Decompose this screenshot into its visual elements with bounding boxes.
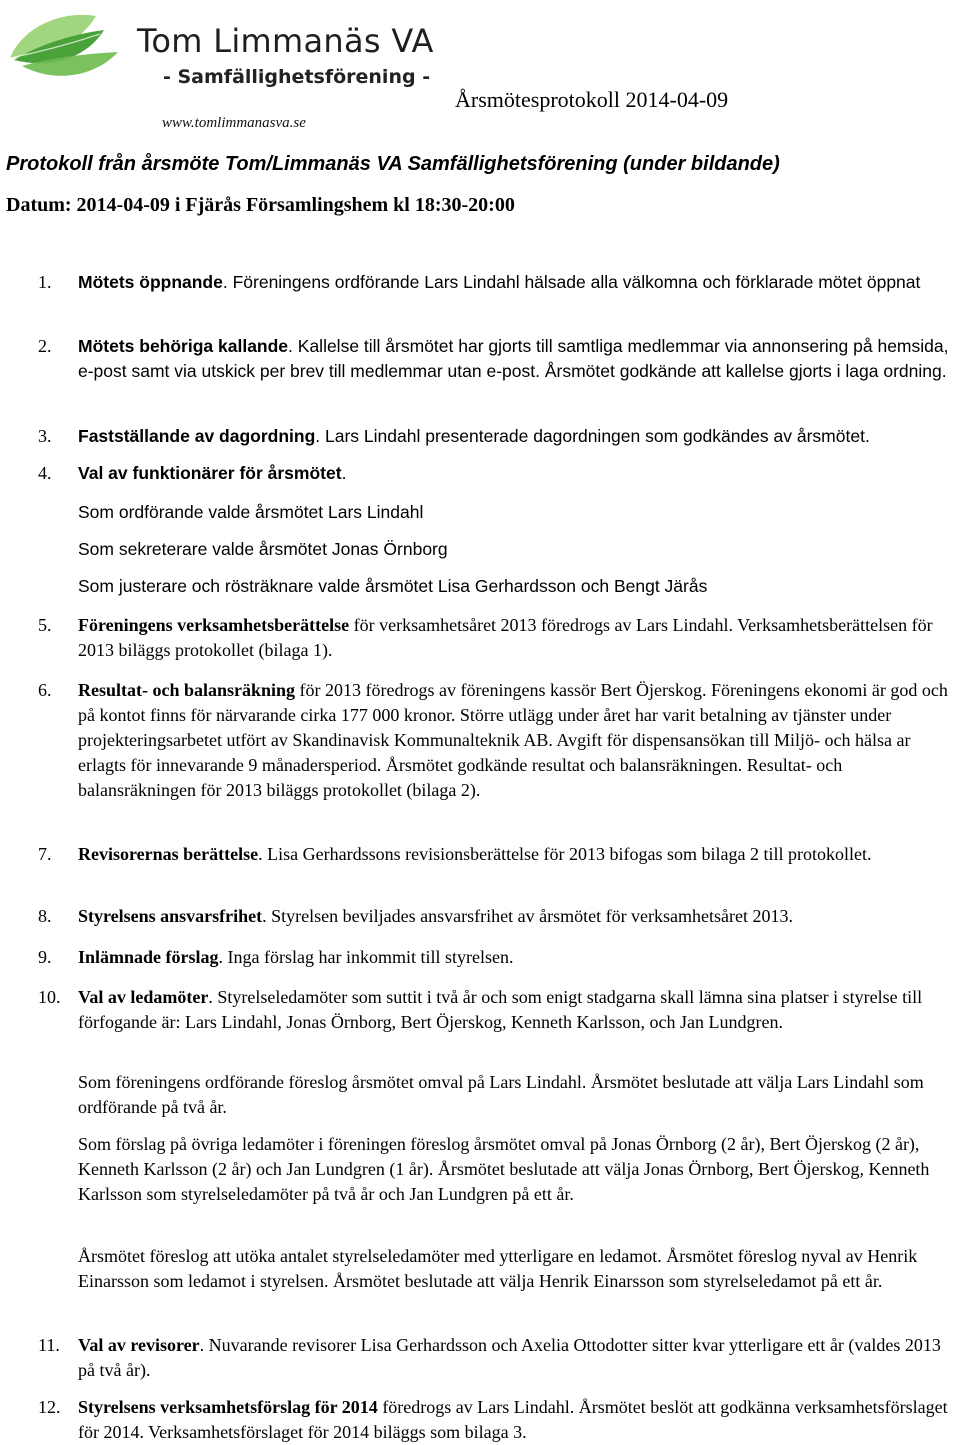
item-number: 2. [38, 336, 52, 356]
item-10-para-3: Årsmötet föreslog att utöka antalet styrelseledamöter med ytterligare en ledamot. Årsmötet föreslog nyval av Henrik Einarsson som ledamot i styrelsen. Årsmötet beslutade att välja Henrik Einarsson som styrelseledamot på ett år. [78, 1246, 918, 1291]
item-text: . Styrelseledamöter som suttit i två år och som enigt stadgarna skall lämna sina platser i styrelse till förfogande är: Lars Lindahl, Jonas Örnborg, Bert Öjerskog, Kenneth Karlsson, och Jan Lundgren. [78, 987, 923, 1032]
item-title: Mötets behöriga kallande [78, 336, 289, 356]
logo-title: Tom Limmanäs VA [137, 22, 434, 60]
item-10-para-1: Som föreningens ordförande föreslog årsmötet omval på Lars Lindahl. Årsmötet beslutade att välja Lars Lindahl som ordförande på två år. [78, 1072, 924, 1117]
item-number: 6. [38, 680, 52, 700]
document-title: Årsmötesprotokoll 2014-04-09 [455, 87, 729, 112]
item-text: . Lisa Gerhardssons revisionsberättelse för 2013 bifogas som bilaga 2 till protokollet. [258, 844, 872, 864]
item-text: . Kallelse till årsmötet har gjorts till samtliga medlemmar via annonsering på hemsida, e-post samt via utskick per brev till medlemmar utan e-post. Årsmötet godkände att kallelse gjorts i laga ordning. [78, 336, 949, 381]
item-title: Val av ledamöter [78, 987, 209, 1007]
item-text: . Styrelsen beviljades ansvarsfrihet av årsmötet för verksamhetsåret 2013. [262, 906, 794, 926]
item-number: 1. [38, 272, 52, 292]
item-number: 10. [38, 987, 61, 1007]
item-text: föredrogs av Lars Lindahl. Årsmötet beslöt att godkänna verksamhetsförslaget för 2014. Verksamhetsförslaget för 2014 biläggs som bilaga 3. [78, 1397, 948, 1442]
item-number: 3. [38, 426, 52, 446]
item-title: Styrelsens ansvarsfrihet [78, 906, 263, 926]
item-10-para-2: Som förslag på övriga ledamöter i föreningen föreslog årsmötet omval på Jonas Örnborg (2 år), Bert Öjerskog (2 år), Kenneth Karlsson (2 år) och Jan Lundgren (1 år). Årsmötet beslutade att välja Jonas Örnborg, Bert Öjerskog, Kenneth Karlsson som styrelseledamöter på två år och Jan Lundgren på ett år. [78, 1134, 930, 1204]
item-number: 12. [38, 1397, 61, 1417]
item-text: . Inga förslag har inkommit till styrelsen. [218, 947, 514, 967]
logo [0, 0, 434, 100]
item-title: Inlämnade förslag [78, 947, 219, 967]
item-title: Styrelsens verksamhetsförslag för 2014 [78, 1397, 378, 1417]
protocol-heading: Protokoll från årsmöte Tom/Limmanäs VA Samfällighetsförening (under bildande) [6, 153, 780, 175]
item-4-sub-3: Som justerare och rösträknare valde årsmötet Lisa Gerhardsson och Bengt Järås [78, 576, 708, 596]
item-text: för 2013 föredrogs av föreningens kassör Bert Öjerskog. Föreningens ekonomi är god och på kontot finns för närvarande cirka 177 000 kronor. Större utlägg under året har varit betalning av tjänster under projekteringsarbetet utfört av Skandinavisk Kommunalteknik AB. Avgift för dispensansökan till Miljö- och hälsa ar erlagts för innevarande 9 månadersperiod. Årsmötet godkände resultat och balansräkningen. Resultat- och balansräkningen för 2013 biläggs protokollet (bilaga 2). [78, 680, 948, 800]
item-text: . Lars Lindahl presenterade dagordningen som godkändes av årsmötet. [315, 426, 870, 446]
item-text: . Nuvarande revisorer Lisa Gerhardsson och Axelia Ottodotter sitter kvar ytterligare ett år (valdes 2013 på två år). [78, 1335, 941, 1380]
item-title: Mötets öppnande [78, 272, 223, 292]
item-text: för verksamhetsåret 2013 föredrogs av Lars Lindahl. Verksamhetsberättelsen för 2013 biläggs protokollet (bilaga 1). [78, 615, 933, 660]
item-number: 7. [38, 844, 52, 864]
item-title: Val av revisorer [78, 1335, 200, 1355]
item-4-sub-2: Som sekreterare valde årsmötet Jonas Örnborg [78, 539, 448, 559]
item-title: Föreningens verksamhetsberättelse [78, 615, 350, 635]
leaf-logo-icon [0, 0, 140, 100]
item-4-sub-1: Som ordförande valde årsmötet Lars Lindahl [78, 502, 424, 522]
item-title: Revisorernas berättelse [78, 844, 259, 864]
item-text: . Föreningens ordförande Lars Lindahl hälsade alla välkomna och förklarade mötet öppnat [222, 272, 921, 292]
item-number: 9. [38, 947, 52, 967]
item-number: 4. [38, 463, 52, 483]
item-title: Resultat- och balansräkning [78, 680, 296, 700]
item-number: 11. [38, 1335, 60, 1355]
date-line: Datum: 2014-04-09 i Fjärås Församlingshem kl 18:30-20:00 [6, 194, 515, 216]
logo-subtitle: - Samfällighetsförening - [163, 66, 431, 88]
item-title: Fastställande av dagordning [78, 426, 316, 446]
item-title: Val av funktionärer för årsmötet [78, 463, 342, 483]
website-link[interactable]: www.tomlimmanasva.se [162, 115, 306, 131]
item-text: . [341, 463, 347, 483]
item-number: 8. [38, 906, 52, 926]
item-number: 5. [38, 615, 52, 635]
